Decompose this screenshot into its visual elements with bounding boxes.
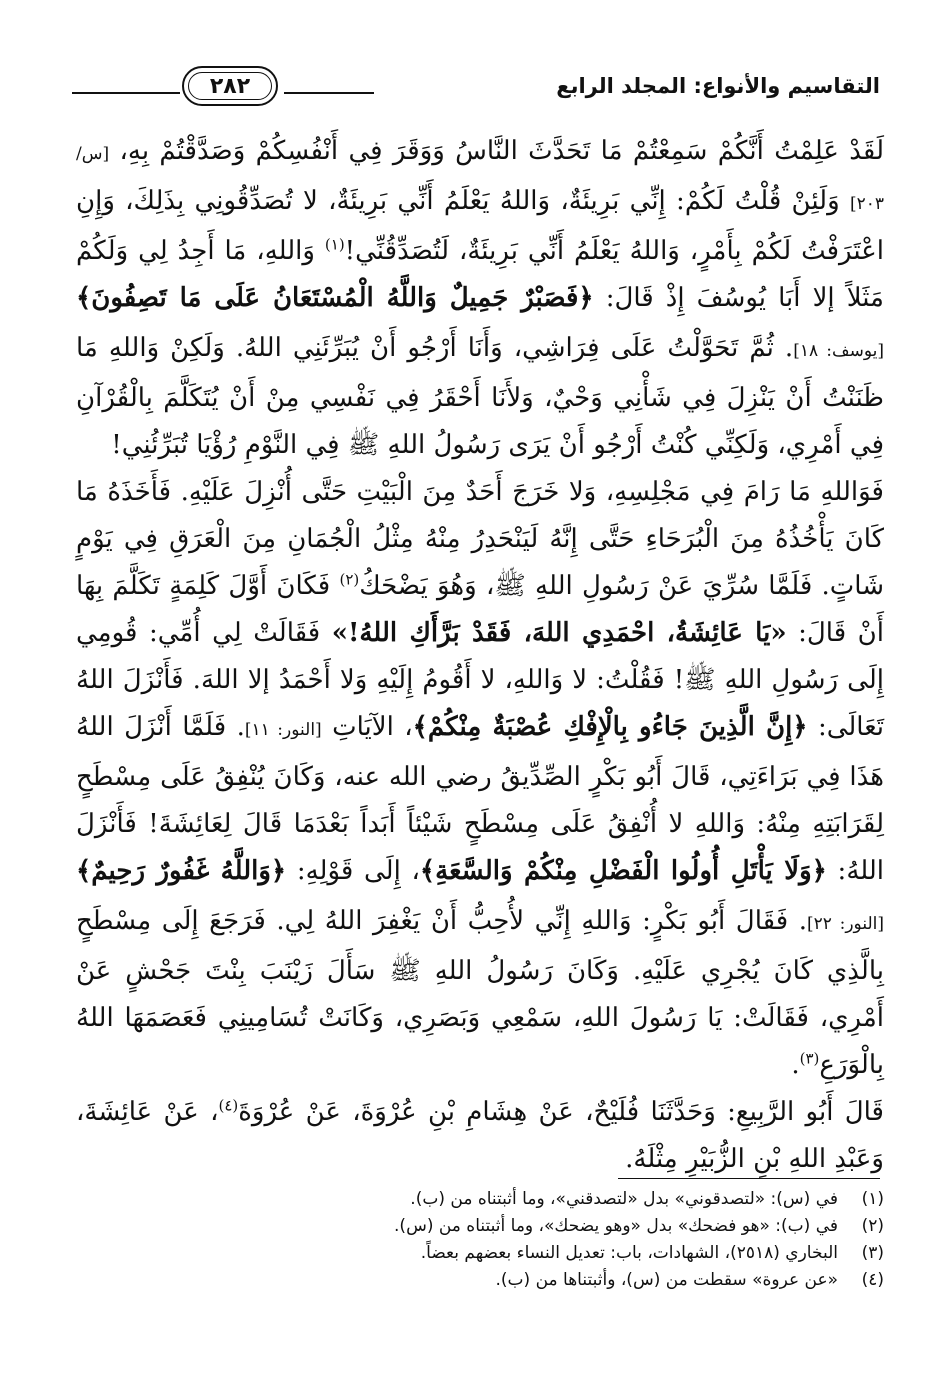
- paragraph: [76, 1089, 884, 1183]
- text-run: لَقَدْ عَلِمْتُ أَنَّكُمْ سَمِعْتُمْ مَا تَحَدَّثَ النَّاسُ وَوَقَرَ فِي أَنْفُسِكُمْ وَصَدَّقْتُمْ بِهِ،: [109, 136, 884, 166]
- footnote-number: (٣): [861, 1243, 884, 1263]
- footnote-marker: (٣): [799, 1049, 820, 1068]
- footnote: [76, 1267, 884, 1294]
- running-title: التقاسيم والأنواع: المجلد الرابع: [556, 74, 880, 98]
- paragraph: [76, 469, 884, 1089]
- footnote-number: (٤): [861, 1270, 884, 1290]
- footnote-text: البخاري (٢٥١٨)، الشهادات، باب: تعديل النساء بعضهم بعضاً.: [420, 1243, 838, 1263]
- quran-verse: ﴿وَلَا يَأْتَلِ أُولُوا الْفَضْلِ مِنْكُمْ وَالسَّعَةِ﴾: [419, 856, 827, 886]
- text-run: . ثُمَّ تَحَوَّلْتُ عَلَى فِرَاشِي، وَأَنَا أَرْجُو أَنْ يُبَرِّئَنِي اللهُ. وَلَكِنْ وَاللهِ مَا ظَنَنْتُ أَنْ يَنْزِلَ فِي شَأْنِي وَحْيٌ، وَلأَنَا أَحْقَرُ فِي نَفْسِي مِنْ أَنْ يُتَكَلَّمَ بِالْقُرْآنِ فِي أَمْرِي، وَلَكِنِّي كُنْتُ أَرْجُو أَنْ يَرَى رَسُولُ اللهِ ﷺ فِي النَّوْمِ رُؤْيَا تُبَرِّئُنِي!: [76, 333, 884, 460]
- header-rule-left: [72, 92, 180, 94]
- main-text: [76, 128, 884, 1183]
- verse-reference: [النور: ٢٢]: [807, 914, 884, 934]
- text-run: قَالَ أَبُو الرَّبِيعِ: وَحَدَّثَنَا فُلَيْحٌ، عَنْ هِشَامِ بْنِ عُرْوَةَ، عَنْ عُرْوَةَ: [238, 1097, 884, 1127]
- hadith-quote: «يَا عَائِشَةُ، احْمَدِي اللهَ، فَقَدْ بَرَّأَكِ اللهُ!»: [331, 618, 787, 648]
- page-number: ٢٨٢: [209, 74, 251, 99]
- footnote: [76, 1186, 884, 1213]
- verse-reference: [يوسف: ١٨]: [793, 341, 885, 361]
- footnote-marker: (٤): [218, 1096, 239, 1115]
- footnote-separator: [618, 1178, 880, 1179]
- text-run: . فَقَالَ أَبُو بَكْرٍ: وَاللهِ إِنِّي لأُحِبُّ أَنْ يَغْفِرَ اللهُ لِي. فَرَجَعَ إِلَى مِسْطَحٍ بِالَّذِي كَانَ يُجْرِي عَلَيْهِ. وَكَانَ رَسُولُ اللهِ ﷺ سَأَلَ زَيْنَبَ بِنْتَ جَحْشٍ عَنْ أَمْرِي، فَقَالَتْ: يَا رَسُولَ اللهِ، سَمْعِي وَبَصَرِي، وَكَانَتْ تُسَامِينِي فَعَصَمَهَا اللهُ بِالْوَرَعِ: [76, 906, 884, 1080]
- footnote: [76, 1240, 884, 1267]
- text-run: ، إِلَى قَوْلِهِ:: [286, 856, 420, 886]
- footnotes: [76, 1186, 884, 1294]
- text-run: وَلَئِنْ قُلْتُ لَكُمْ: إِنِّي بَرِيئَةٌ، وَاللهُ يَعْلَمُ أَنِّي بَرِيئَةٌ، لا تُصَدِّقُونِي بِذَلِكَ، وَإِنِ اعْتَرَفْتُ لَكُمْ بِأَمْرٍ، وَاللهُ يَعْلَمُ أَنِّي بَرِيئَةٌ، لَتُصَدِّقُنِّي!: [76, 186, 884, 266]
- footnote-number: (١): [861, 1189, 884, 1209]
- text-run: .: [791, 1050, 800, 1080]
- text-run: ، الآيَاتِ: [321, 712, 413, 742]
- footnote: [76, 1213, 884, 1240]
- footnote-marker: (١): [324, 235, 345, 254]
- paragraph: [76, 128, 884, 469]
- footnote-text: «عن عروة» سقطت من (س)، وأثبتناها من (ب).: [495, 1270, 838, 1290]
- footnote-number: (٢): [861, 1216, 884, 1236]
- quran-verse: ﴿فَصَبْرٌ جَمِيلٌ وَاللَّهُ الْمُسْتَعَانُ عَلَى مَا تَصِفُونَ﴾: [76, 283, 594, 313]
- verse-reference: [النور: ١١]: [244, 720, 322, 740]
- footnote-text: في (س): «لتصدقوني» بدل «لتصدقني»، وما أثبتناه من (ب).: [410, 1189, 838, 1209]
- text-run: فَوَاللهِ مَا رَامَ فِي مَجْلِسِهِ، وَلا خَرَجَ أَحَدٌ مِنَ الْبَيْتِ حَتَّى أُنْزِلَ عَلَيْهِ. فَأَخَذَهُ مَا كَانَ يَأْخُذُهُ مِنَ الْبُرَحَاءِ حَتَّى إِنَّهُ لَيَنْحَدِرُ مِنْهُ مِثْلُ الْجُمَانِ مِنَ الْعَرَقِ فِي يَوْمٍ شَاتٍ. فَلَمَّا سُرِّيَ عَنْ رَسُولِ اللهِ ﷺ، وَهُوَ يَضْحَكُ: [76, 477, 884, 601]
- header-rule-right: [284, 92, 374, 94]
- text-run: ، عَنْ عَائِشَةَ، وَعَبْدِ اللهِ بْنِ الزُّبَيْرِ مِثْلَهُ.: [76, 1097, 884, 1174]
- quran-verse: ﴿إِنَّ الَّذِينَ جَاءُو بِالْإِفْكِ عُصْبَةٌ مِنْكُمْ﴾: [412, 712, 808, 742]
- text-run: وَاللهِ، مَا أَجِدُ لِي وَلَكُمْ مَثَلاً إلا أَبَا يُوسُفَ إِذْ قَالَ:: [76, 236, 884, 313]
- text-run: فَكَانَ أَوَّلَ كَلِمَةٍ تَكَلَّمَ بِهَا أَنْ قَالَ:: [76, 571, 884, 648]
- footnote-marker: (٢): [339, 570, 360, 589]
- page-header: [72, 64, 880, 114]
- verse-reference: [س/ ٢٠٣]: [76, 144, 884, 214]
- text-run: . فَلَمَّا أَنْزَلَ اللهُ هَذَا فِي بَرَاءَتِي، قَالَ أَبُو بَكْرٍ الصِّدِّيقُ رضي الله عنه، وَكَانَ يُنْفِقُ عَلَى مِسْطَحٍ لِقَرَابَتِهِ مِنْهُ: وَاللهِ لا أُنْفِقُ عَلَى مِسْطَحٍ شَيْئاً أَبَداً بَعْدَمَا قَالَ لِعَائِشَةَ! فَأَنْزَلَ اللهُ:: [76, 712, 885, 886]
- text-run: فَقَالَتْ لِي أُمِّي: قُومِي إِلَى رَسُولِ اللهِ ﷺ! فَقُلْتُ: لا وَاللهِ، لا أَقُومُ إِلَيْهِ وَلا أَحْمَدُ إلا اللهَ. فَأَنْزَلَ اللهُ تَعَالَى:: [76, 618, 885, 742]
- page-number-frame: [182, 66, 278, 106]
- footnote-text: في (ب): «هو فضحك» بدل «وهو يضحك»، وما أثبتناه من (س).: [394, 1216, 838, 1236]
- quran-verse: ﴿وَاللَّهُ غَفُورٌ رَحِيمٌ﴾: [76, 856, 287, 886]
